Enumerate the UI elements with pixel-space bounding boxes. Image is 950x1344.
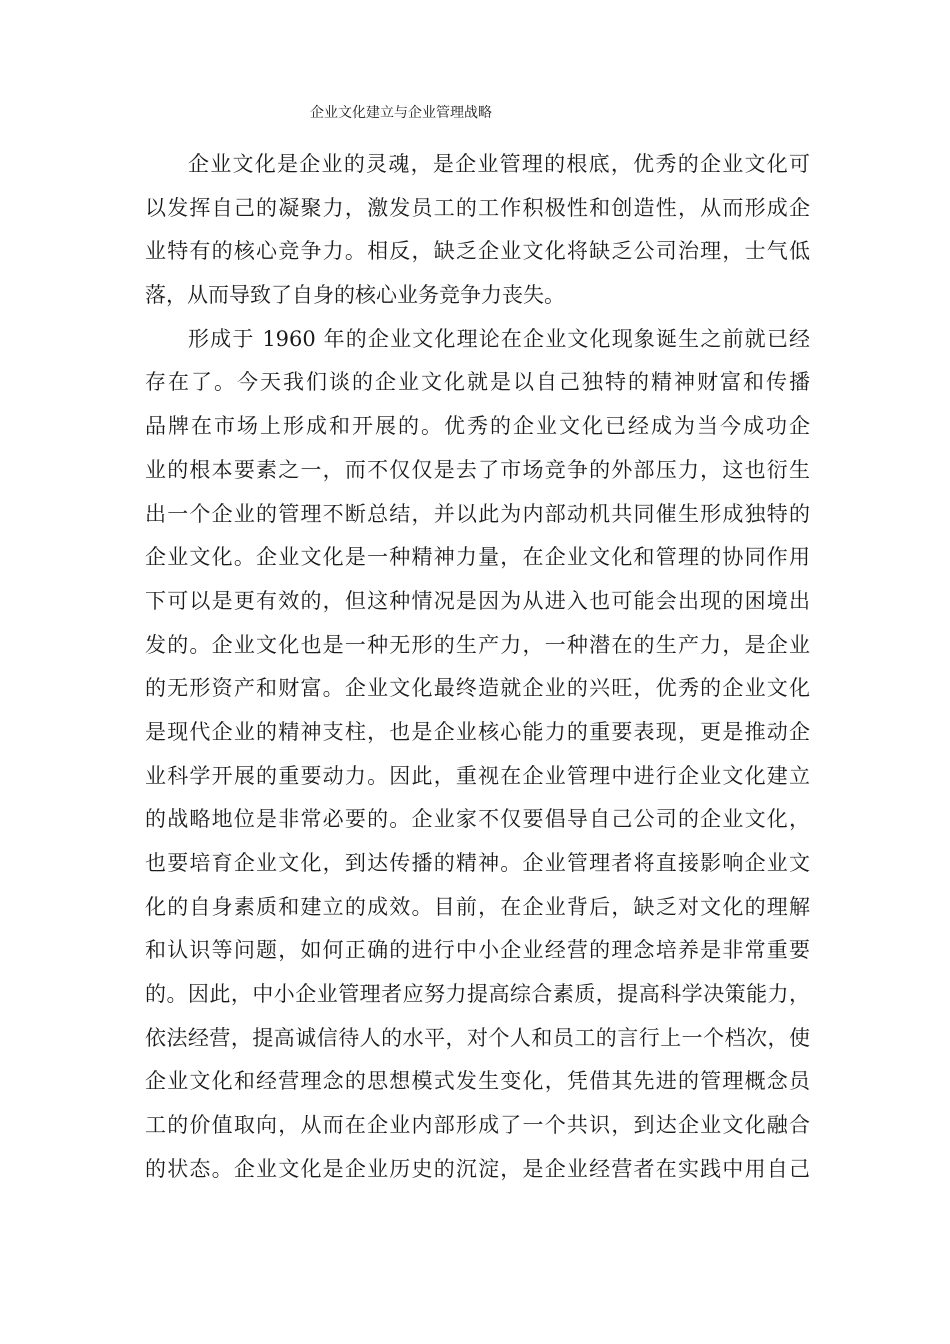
text-line: 是现代企业的精神支柱，也是企业核心能力的重要表现，更是推动企 [145,719,810,744]
text-line: 的状态。企业文化是企业历史的沉淀，是企业经营者在实践中用自己 [145,1156,810,1181]
document-title: 企业文化建立与企业管理战略 [310,105,492,121]
text-line: 落，从而导致了自身的核心业务竞争力丧失。 [145,283,565,308]
text-line: 的战略地位是非常必要的。企业家不仅要倡导自己公司的企业文化， [145,807,810,832]
text-line: 企业文化是企业的灵魂，是企业管理的根底，优秀的企业文化可 [188,152,810,176]
text-line: 形成于 1960 年的企业文化理论在企业文化现象诞生之前就已经 [188,326,810,351]
text-line: 以发挥自己的凝聚力，激发员工的工作积极性和创造性，从而形成企 [145,195,810,220]
paragraph-2 [145,318,810,1192]
paragraph-1 [145,143,810,318]
text-line: 依法经营，提高诚信待人的水平，对个人和员工的言行上一个档次，使 [145,1025,810,1050]
text-line: 出一个企业的管理不断总结，并以此为内部动机共同催生形成独特的 [145,501,810,526]
text-line: 发的。企业文化也是一种无形的生产力，一种潜在的生产力，是企业 [145,632,810,657]
text-line: 企业文化和经营理念的思想模式发生变化，凭借其先进的管理概念员 [145,1069,810,1094]
text-line: 工的价值取向，从而在企业内部形成了一个共识，到达企业文化融合 [145,1113,810,1138]
text-line: 企业文化。企业文化是一种精神力量，在企业文化和管理的协同作用 [145,545,810,570]
text-line: 下可以是更有效的，但这种情况是因为从进入也可能会出现的困境出 [145,588,810,613]
text-line: 和认识等问题，如何正确的进行中小企业经营的理念培养是非常重要 [145,938,810,963]
text-line: 的无形资产和财富。企业文化最终造就企业的兴旺，优秀的企业文化 [145,676,810,701]
text-line: 业特有的核心竞争力。相反，缺乏企业文化将缺乏公司治理，士气低 [145,239,810,264]
text-line: 的。因此，中小企业管理者应努力提高综合素质，提高科学决策能力， [145,982,810,1007]
text-line: 品牌在市场上形成和开展的。优秀的企业文化已经成为当今成功企 [145,414,810,439]
text-line: 业科学开展的重要动力。因此，重视在企业管理中进行企业文化建立 [145,763,810,788]
text-line: 化的自身素质和建立的成效。目前，在企业背后，缺乏对文化的理解 [145,894,810,919]
text-line: 存在了。今天我们谈的企业文化就是以自己独特的精神财富和传播 [145,370,810,395]
text-line: 业的根本要素之一，而不仅仅是去了市场竞争的外部压力，这也衍生 [145,457,810,482]
text-line: 也要培育企业文化，到达传播的精神。企业管理者将直接影响企业文 [145,851,810,875]
document-body [145,143,810,1192]
